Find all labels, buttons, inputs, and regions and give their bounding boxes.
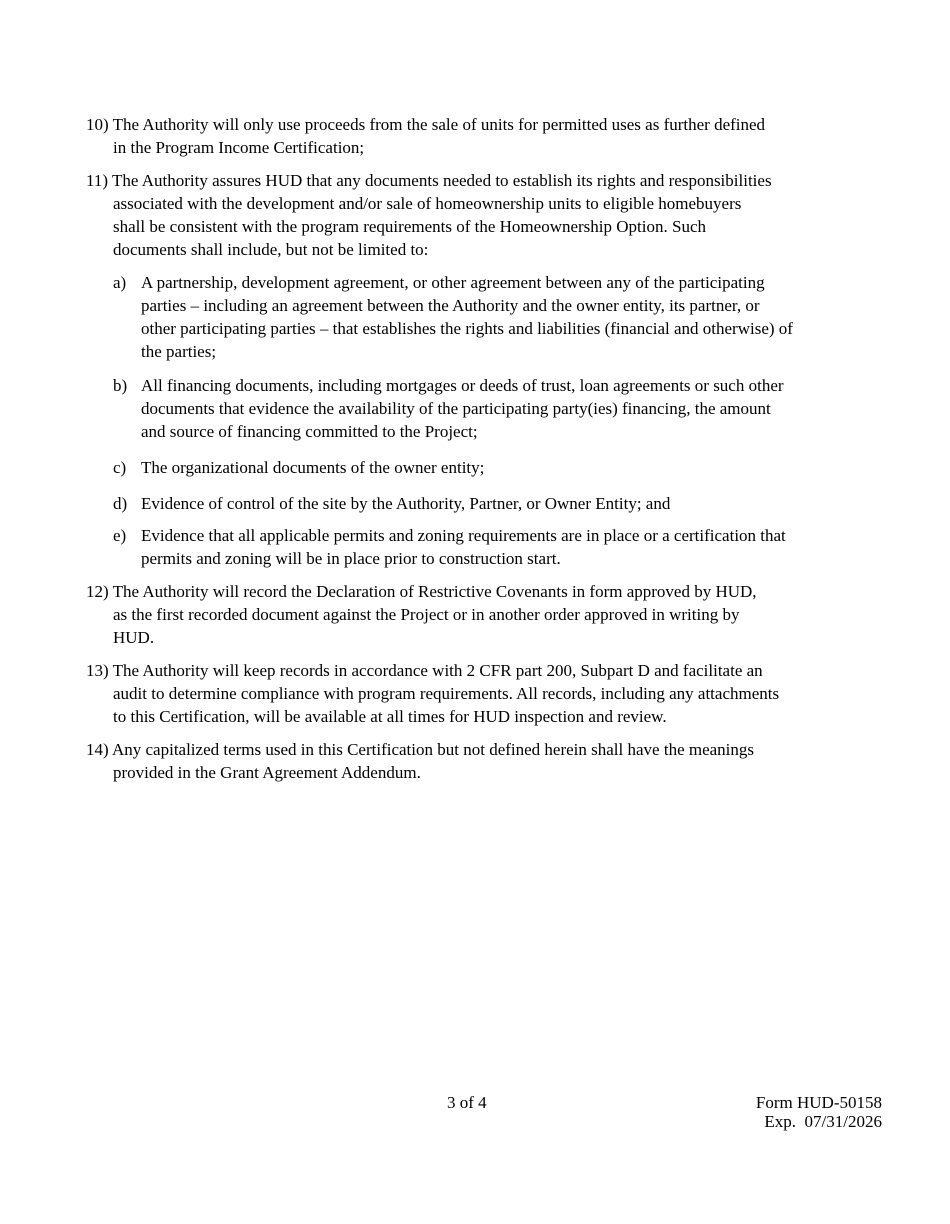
item-10-line: 10) The Authority will only use proceeds from the sale of units for permitted uses as further defined <box>86 115 766 134</box>
subitem-line: parties – including an agreement between the Authority and the owner entity, its partner, or <box>141 296 760 315</box>
page-number: 3 of 4 <box>447 1093 487 1112</box>
item-10-line: in the Program Income Certification; <box>113 138 365 157</box>
item-12-line: as the first recorded document against the Project or in another order approved in writing by <box>113 605 740 624</box>
item-14-line: 14) Any capitalized terms used in this Certification but not defined herein shall have the meanings <box>86 740 755 759</box>
subitem-label: a) <box>113 273 127 292</box>
subitem-label: e) <box>113 526 127 545</box>
subitem-label: b) <box>113 376 128 395</box>
item-11-line: shall be consistent with the program requirements of the Homeownership Option. Such <box>113 217 706 236</box>
item-11-line: associated with the development and/or sale of homeownership units to eligible homebuyers <box>113 194 742 213</box>
item-12-line: HUD. <box>113 628 155 647</box>
form-number: Form HUD-50158 <box>755 1093 882 1112</box>
subitem-line: Evidence of control of the site by the Authority, Partner, or Owner Entity; and <box>141 494 671 513</box>
subitem-line: permits and zoning will be in place prior to construction start. <box>141 549 561 568</box>
subitem-line: the parties; <box>141 342 217 361</box>
subitem-line: The organizational documents of the owner entity; <box>141 458 485 477</box>
item-13-line: audit to determine compliance with program requirements. All records, including any attachments <box>113 684 780 703</box>
subitem-line: All financing documents, including mortgages or deeds of trust, loan agreements or such other <box>141 376 784 395</box>
subitem-line: other participating parties – that establishes the rights and liabilities (financial and otherwise) of <box>141 319 793 338</box>
subitem-label: c) <box>113 458 127 477</box>
subitem-line: Evidence that all applicable permits and zoning requirements are in place or a certification that <box>141 526 786 545</box>
item-11-line: documents shall include, but not be limited to: <box>113 240 429 259</box>
item-13-line: 13) The Authority will keep records in accordance with 2 CFR part 200, Subpart D and facilitate an <box>86 661 763 680</box>
item-14-line: provided in the Grant Agreement Addendum. <box>113 763 421 782</box>
item-12-line: 12) The Authority will record the Declaration of Restrictive Covenants in form approved by HUD, <box>86 582 757 601</box>
subitem-line: documents that evidence the availability of the participating party(ies) financing, the amount <box>141 399 771 418</box>
form-expiration: Exp. 07/31/2026 <box>764 1112 882 1131</box>
subitem-label: d) <box>113 494 128 513</box>
item-13-line: to this Certification, will be available at all times for HUD inspection and review. <box>113 707 667 726</box>
item-11-line: 11) The Authority assures HUD that any documents needed to establish its rights and responsibilities <box>86 171 772 190</box>
subitem-line: and source of financing committed to the Project; <box>141 422 478 441</box>
subitem-line: A partnership, development agreement, or other agreement between any of the participating <box>141 273 765 292</box>
